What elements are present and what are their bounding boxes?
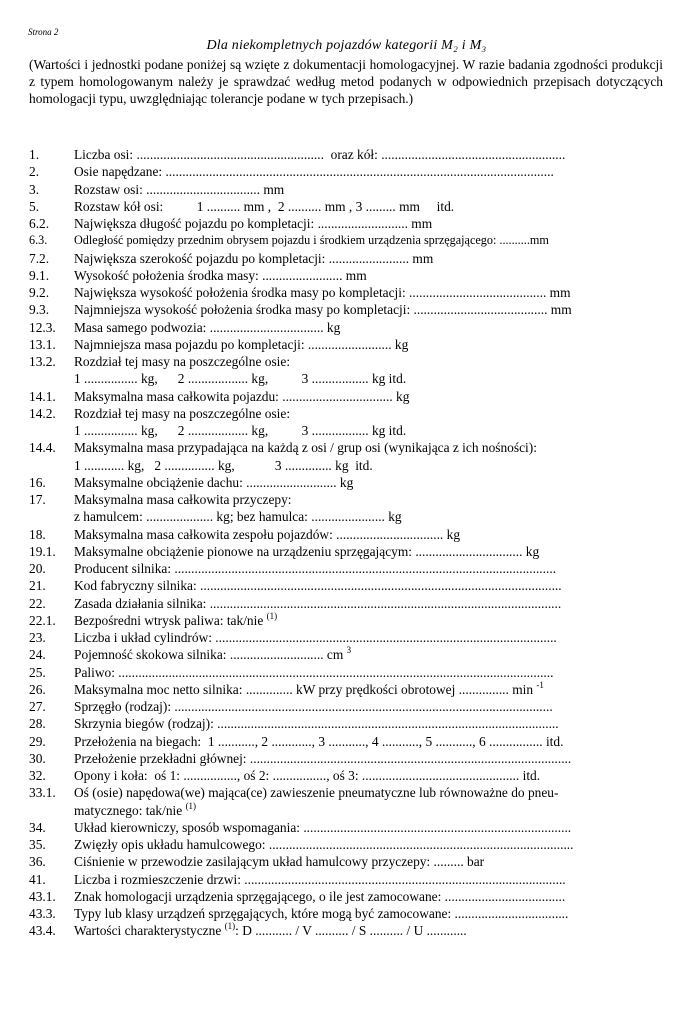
- item-label: Oś (osie) napędowa(we) mająca(ce) zawieszenie pneumatyczne lub równoważne do pneu- matycznego: tak/nie: [74, 785, 559, 818]
- form-item: [29, 319, 665, 336]
- form-item: [29, 163, 665, 180]
- item-label: Przełożenie przekładni głównej: ................................................................................................: [74, 750, 572, 766]
- item-number: 14.4.: [29, 440, 56, 456]
- item-number: 9.2.: [29, 285, 50, 300]
- item-label: Maksymalna masa całkowita przyczepy: z hamulcem: .................... kg; bez hamulca: ...................... kg: [74, 492, 402, 525]
- item-text: [74, 715, 665, 732]
- form-item: [29, 250, 665, 267]
- form-item: [29, 267, 665, 284]
- item-number: 34.: [29, 819, 46, 835]
- item-text: [74, 319, 665, 336]
- item-number: 1.: [29, 147, 40, 162]
- item-text: [74, 733, 665, 750]
- form-item: [29, 560, 665, 577]
- form-item: [29, 577, 665, 594]
- item-number: 30.: [29, 750, 46, 766]
- item-number: 14.2.: [29, 405, 56, 421]
- form-item: [29, 491, 665, 526]
- form-item: [29, 784, 665, 819]
- item-text: [74, 181, 665, 198]
- item-number: 20.: [29, 561, 46, 576]
- item-label: Opony i koła: oś 1: ................, oś 2: ................, oś 3: ............................................... itd.: [74, 768, 541, 783]
- item-number: 33.1.: [29, 785, 56, 801]
- item-text: [74, 284, 665, 301]
- item-label: Liczba osi: ........................................................ oraz kół: .......................................................: [74, 147, 566, 162]
- item-label: Zwięzły opis układu hamulcowego: ...........................................................................................: [74, 837, 574, 852]
- form-item: [29, 871, 665, 888]
- item-label: Odległość pomiędzy przednim obrysem pojazdu i środkiem urządzenia sprzęgającego: ..........mm: [74, 233, 549, 248]
- form-item: [29, 232, 665, 249]
- form-item: [29, 733, 665, 750]
- item-text: [74, 681, 665, 698]
- item-text: [74, 577, 665, 594]
- footnote-superscript: (1): [266, 611, 278, 621]
- item-label: Producent silnika: ..................................................................................................................: [74, 561, 557, 576]
- item-number: 9.3.: [29, 302, 50, 318]
- form-item: [29, 198, 665, 215]
- item-number: 29.: [29, 733, 46, 749]
- form-item: [29, 750, 665, 767]
- item-text: [74, 560, 665, 577]
- item-number: 35.: [29, 837, 46, 852]
- item-number: 18.: [29, 526, 46, 542]
- item-number: 26.: [29, 681, 46, 697]
- form-item: [29, 681, 665, 698]
- item-text: [74, 853, 665, 870]
- form-item: [29, 146, 665, 163]
- item-number: 2.: [29, 164, 40, 180]
- form-item: [29, 388, 665, 405]
- form-item: [29, 474, 665, 491]
- item-number: 28.: [29, 716, 46, 732]
- item-number: 43.1.: [29, 888, 56, 904]
- item-number: 13.1.: [29, 336, 56, 352]
- form-item: [29, 767, 665, 784]
- form-item: [29, 405, 665, 440]
- item-label: Kod fabryczny silnika: ............................................................................................................: [74, 578, 562, 594]
- item-number: 43.3.: [29, 906, 56, 921]
- item-text: [74, 888, 665, 905]
- item-label: Maksymalna masa całkowita zespołu pojazdów: ................................ kg: [74, 526, 461, 542]
- item-label: Liczba i układ cylindrów: ......................................................................................................: [74, 630, 557, 645]
- item-number: 7.2.: [29, 250, 50, 266]
- item-label: Maksymalna moc netto silnika: .............. kW przy prędkości obrotowej ............... min: [74, 681, 534, 697]
- form-item: [29, 905, 665, 922]
- item-text: [74, 336, 665, 353]
- item-label: Typy lub klasy urządzeń sprzęgających, które mogą być zamocowane: ..................................: [74, 906, 569, 921]
- item-number: 22.1.: [29, 612, 56, 628]
- form-item: [29, 336, 665, 353]
- item-text: [74, 474, 665, 491]
- item-text: [74, 767, 665, 784]
- item-label: Pojemność skokowa silnika: ............................ cm: [74, 647, 344, 663]
- item-text: [74, 526, 665, 543]
- item-label: Zasada działania silnika: .........................................................................................................: [74, 595, 562, 611]
- item-label: Sprzęgło (rodzaj): .................................................................................................................: [74, 699, 553, 714]
- form-item: [29, 646, 665, 663]
- item-number: 13.2.: [29, 354, 56, 369]
- item-label: Maksymalne obciążenie pionowe na urządzeniu sprzęgającym: ................................ kg: [74, 543, 540, 559]
- item-text: [74, 646, 665, 663]
- item-label: Największa szerokość pojazdu po kompletacji: ........................ mm: [74, 250, 434, 266]
- item-number: 21.: [29, 578, 46, 594]
- item-label: Największa długość pojazdu po kompletacji: ........................... mm: [74, 216, 433, 231]
- item-number: 19.1.: [29, 543, 56, 559]
- item-number: 12.3.: [29, 319, 56, 335]
- item-label: Wartości charakterystyczne: [74, 923, 222, 939]
- item-text: [74, 301, 665, 318]
- item-number: 22.: [29, 595, 46, 611]
- item-number: 17.: [29, 492, 46, 507]
- item-text: [74, 871, 665, 888]
- item-label: Przełożenia na biegach: 1 ..........., 2 ............, 3 ..........., 4 ..........., 5 ..........., 6 ................ itd.: [74, 733, 564, 749]
- item-number: 3.: [29, 181, 40, 197]
- form-item: [29, 888, 665, 905]
- item-text: [74, 543, 665, 560]
- item-text: [74, 388, 665, 405]
- form-item: [29, 629, 665, 646]
- item-number: 23.: [29, 630, 46, 645]
- item-text: [74, 163, 665, 180]
- document-title: Dla niekompletnych pojazdów kategorii M₂ i M₃: [206, 38, 487, 53]
- item-label: Ciśnienie w przewodzie zasilającym układ hamulcowy przyczepy: ......... bar: [74, 854, 485, 870]
- form-item: [29, 543, 665, 560]
- item-text: [74, 698, 665, 715]
- form-item: [29, 698, 665, 715]
- item-label: Rozstaw kół osi: 1 .......... mm , 2 .......... mm , 3 ......... mm itd.: [74, 198, 455, 214]
- form-item: [29, 853, 665, 870]
- item-text: [74, 353, 665, 388]
- item-text: [74, 629, 665, 646]
- item-text: [74, 198, 665, 215]
- form-item: [29, 284, 665, 301]
- page-number-label: Strona 2: [28, 27, 59, 37]
- item-label: Najmniejsza wysokość położenia środka masy po kompletacji: ........................................ mm: [74, 302, 572, 318]
- item-label: Wysokość położenia środka masy: ........................ mm: [74, 267, 367, 283]
- item-tail: : D ........... / V .......... / S .......... / U ............: [235, 923, 467, 939]
- form-item: [29, 353, 665, 388]
- item-number: 41.: [29, 871, 46, 887]
- item-number: 25.: [29, 664, 46, 680]
- form-items-list: [29, 146, 665, 940]
- item-number: 27.: [29, 699, 46, 714]
- item-label: Liczba i rozmieszczenie drzwi: ................................................................................................: [74, 871, 566, 887]
- footnote-superscript: (1): [185, 800, 197, 811]
- item-label: Paliwo: ..................................................................................................................................: [74, 664, 554, 680]
- item-text: [74, 439, 665, 474]
- footnote-superscript: 3: [346, 646, 352, 656]
- form-item: [29, 612, 665, 629]
- item-number: 6.2.: [29, 216, 50, 231]
- item-label: Największa wysokość położenia środka masy po kompletacji: ......................................... mm: [74, 285, 571, 300]
- footnote-superscript: (1): [224, 922, 236, 932]
- item-label: Bezpośredni wtrysk paliwa: tak/nie: [74, 612, 264, 628]
- form-item: [29, 664, 665, 681]
- item-number: 9.1.: [29, 267, 50, 283]
- form-item: [29, 439, 665, 474]
- footnote-superscript: -1: [536, 680, 544, 690]
- item-label: Skrzynia biegów (rodzaj): ......................................................................................................: [74, 716, 559, 732]
- item-text: [74, 750, 665, 767]
- form-item: [29, 819, 665, 836]
- item-text: [74, 922, 665, 939]
- item-text: [74, 905, 665, 922]
- item-text: [74, 232, 665, 249]
- item-label: Maksymalne obciążenie dachu: ........................... kg: [74, 474, 354, 490]
- form-item: [29, 526, 665, 543]
- item-text: [74, 267, 665, 284]
- item-number: 36.: [29, 854, 46, 870]
- intro-paragraph: (Wartości i jednostki podane poniżej są wzięte z dokumentacji homologacyjnej. W razie badania zgodności produkcji z typem homologowanym należy je sprawdzać według metod podanych w odpowiednich przepisach dotyczących homologacji typu, uwzględniając tolerancje podane w tych przepisach.): [29, 57, 663, 107]
- item-label: Znak homologacji urządzenia sprzęgającego, o ile jest zamocowane: ....................................: [74, 888, 566, 904]
- item-label: Rozdział tej masy na poszczególne osie: 1 ................ kg, 2 .................. kg, 3 ................. kg itd.: [74, 405, 407, 438]
- item-text: [74, 819, 665, 836]
- form-item: [29, 181, 665, 198]
- item-label: Rozstaw osi: .................................. mm: [74, 181, 285, 197]
- item-number: 32.: [29, 768, 46, 783]
- item-label: Masa samego podwozia: .................................. kg: [74, 319, 341, 335]
- item-text: [74, 595, 665, 612]
- item-label: Maksymalna masa przypadająca na każdą z osi / grup osi (wynikająca z ich nośności): 1 ............ kg, 2 ............... kg, 3 .............. kg itd.: [74, 440, 537, 473]
- item-number: 24.: [29, 647, 46, 663]
- form-item: [29, 215, 665, 232]
- item-text: [74, 250, 665, 267]
- item-text: [74, 664, 665, 681]
- item-text: [74, 215, 665, 232]
- form-item: [29, 715, 665, 732]
- item-label: Najmniejsza masa pojazdu po kompletacji: ......................... kg: [74, 336, 409, 352]
- item-number: 5.: [29, 198, 40, 214]
- form-item: [29, 595, 665, 612]
- item-number: 14.1.: [29, 388, 56, 404]
- item-text: [74, 784, 665, 819]
- item-number: 43.4.: [29, 923, 56, 939]
- form-item: [29, 836, 665, 853]
- form-item: [29, 922, 665, 939]
- item-label: Rozdział tej masy na poszczególne osie: 1 ................ kg, 2 .................. kg, 3 ................. kg itd.: [74, 354, 407, 387]
- item-number: 6.3.: [29, 233, 48, 248]
- form-item: [29, 301, 665, 318]
- item-text: [74, 491, 665, 526]
- item-label: Osie napędzane: ....................................................................................................................: [74, 164, 554, 180]
- item-label: Maksymalna masa całkowita pojazdu: ................................. kg: [74, 388, 410, 404]
- item-label: Układ kierowniczy, sposób wspomagania: ................................................................................: [74, 819, 572, 835]
- item-text: [74, 405, 665, 440]
- item-text: [74, 146, 665, 163]
- item-text: [74, 836, 665, 853]
- item-number: 16.: [29, 474, 46, 490]
- item-text: [74, 612, 665, 629]
